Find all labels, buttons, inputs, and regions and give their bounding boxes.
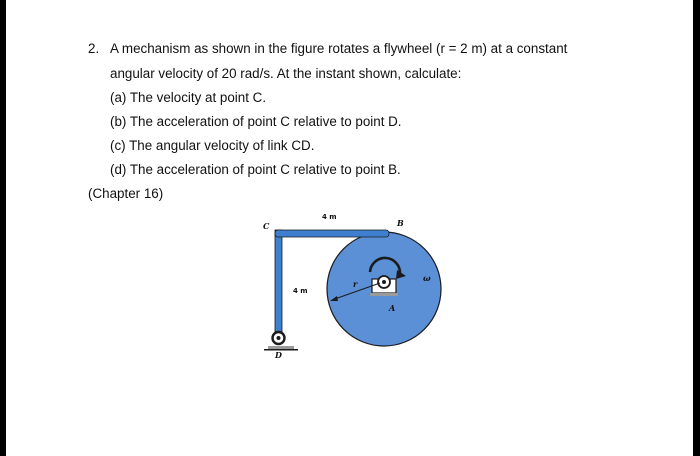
mechanism-diagram: [258, 208, 448, 368]
label-d: D: [275, 350, 282, 360]
ground-support-a: [370, 293, 398, 296]
label-vertical-length: 4 m: [293, 287, 308, 295]
part-c: (c) The angular velocity of link CD.: [110, 138, 315, 153]
label-r: r: [353, 279, 358, 289]
pin-a-center: [382, 280, 386, 284]
part-d: (d) The acceleration of point C relative to point B.: [110, 162, 401, 177]
link-cb: [275, 230, 389, 237]
problem-number: 2.: [88, 41, 100, 56]
pin-d-center: [277, 336, 281, 340]
label-a: A: [389, 303, 396, 313]
label-c: C: [263, 221, 270, 231]
link-cd: [275, 230, 282, 341]
part-b: (b) The acceleration of point C relative to point D.: [110, 114, 402, 129]
label-b: B: [397, 218, 404, 228]
mechanism-figure: [258, 208, 448, 368]
problem-statement-line2: angular velocity of 20 rad/s. At the instant shown, calculate:: [110, 66, 462, 81]
part-a: (a) The velocity at point C.: [110, 90, 267, 105]
label-horizontal-length: 4 m: [322, 213, 337, 221]
label-omega: ω: [423, 273, 431, 283]
problem-statement-line1: A mechanism as shown in the figure rotates a flywheel (r = 2 m) at a constant: [110, 41, 568, 56]
chapter-reference: (Chapter 16): [88, 186, 164, 201]
